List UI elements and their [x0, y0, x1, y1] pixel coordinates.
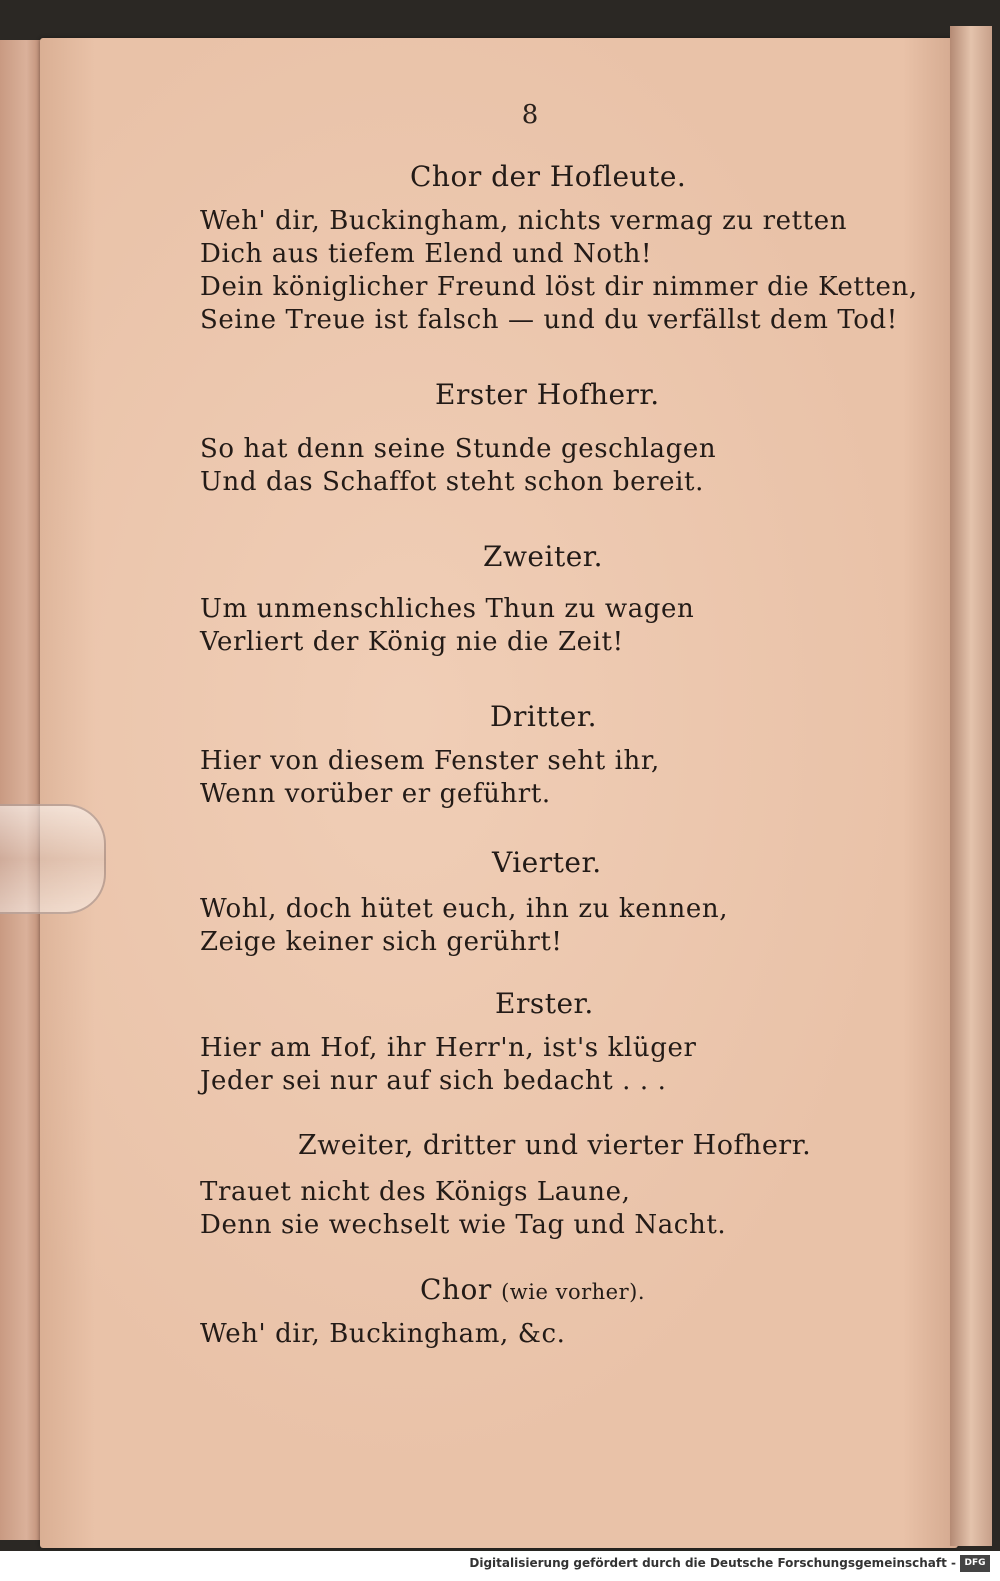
speaker-heading: Erster. [495, 987, 594, 1020]
verse-line: Dein königlicher Freund löst dir nimmer die Ketten, [200, 272, 918, 302]
verse-block [200, 745, 660, 811]
page-number: 8 [521, 100, 539, 130]
verse-block [200, 593, 694, 659]
page-holder-clip [0, 804, 106, 914]
verse-line: Um unmenschliches Thun zu wagen [200, 594, 695, 624]
verse-line: Hier von diesem Fenster seht ihr, [200, 746, 660, 776]
dfg-logo: DFG [960, 1555, 990, 1572]
verse-line: Denn sie wechselt wie Tag und Nacht. [200, 1210, 727, 1240]
speaker-heading [420, 1273, 645, 1306]
verse-line: Hier am Hof, ihr Herr'n, ist's klüger [200, 1033, 697, 1063]
verse-line: Trauet nicht des Königs Laune, [200, 1177, 631, 1207]
speaker-heading: Zweiter, dritter und vierter Hofherr. [298, 1130, 812, 1161]
verse-line: So hat denn seine Stunde geschlagen [200, 434, 717, 464]
right-page-edge [950, 26, 992, 1546]
verse-block [200, 893, 728, 959]
speaker-heading: Chor der Hofleute. [410, 160, 687, 193]
verse-block [200, 433, 716, 499]
verse-line: Dich aus tiefem Elend und Noth! [200, 239, 653, 269]
verse-block [200, 1176, 726, 1242]
verse-block [200, 1318, 565, 1351]
left-page-edge [0, 40, 44, 1540]
verse-line: Jeder sei nur auf sich bedacht . . . [200, 1066, 667, 1096]
speaker-heading: Vierter. [492, 846, 602, 879]
verse-line: Zeige keiner sich gerührt! [200, 927, 563, 957]
verse-block [200, 1032, 696, 1098]
verse-line: Verliert der König nie die Zeit! [200, 627, 624, 657]
speaker-heading: Erster Hofherr. [435, 378, 660, 411]
footer-bar [0, 1551, 1000, 1581]
verse-block [200, 205, 918, 337]
speaker-heading: Dritter. [490, 700, 598, 733]
verse-line: Weh' dir, Buckingham, &c. [200, 1319, 566, 1349]
verse-line: Wohl, doch hütet euch, ihn zu kennen, [200, 894, 729, 924]
verse-line: Wenn vorüber er geführt. [200, 779, 551, 809]
speaker-heading: Zweiter. [483, 540, 603, 573]
speaker-name: Chor [420, 1273, 492, 1306]
stage-direction: (wie vorher). [501, 1280, 646, 1304]
verse-line: Weh' dir, Buckingham, nichts vermag zu retten [200, 206, 848, 236]
verse-line: Seine Treue ist falsch — und du verfällst dem Tod! [200, 305, 898, 335]
verse-line: Und das Schaffot steht schon bereit. [200, 467, 704, 497]
funding-credit: Digitalisierung gefördert durch die Deutsche Forschungsgemeinschaft - [469, 1556, 956, 1570]
